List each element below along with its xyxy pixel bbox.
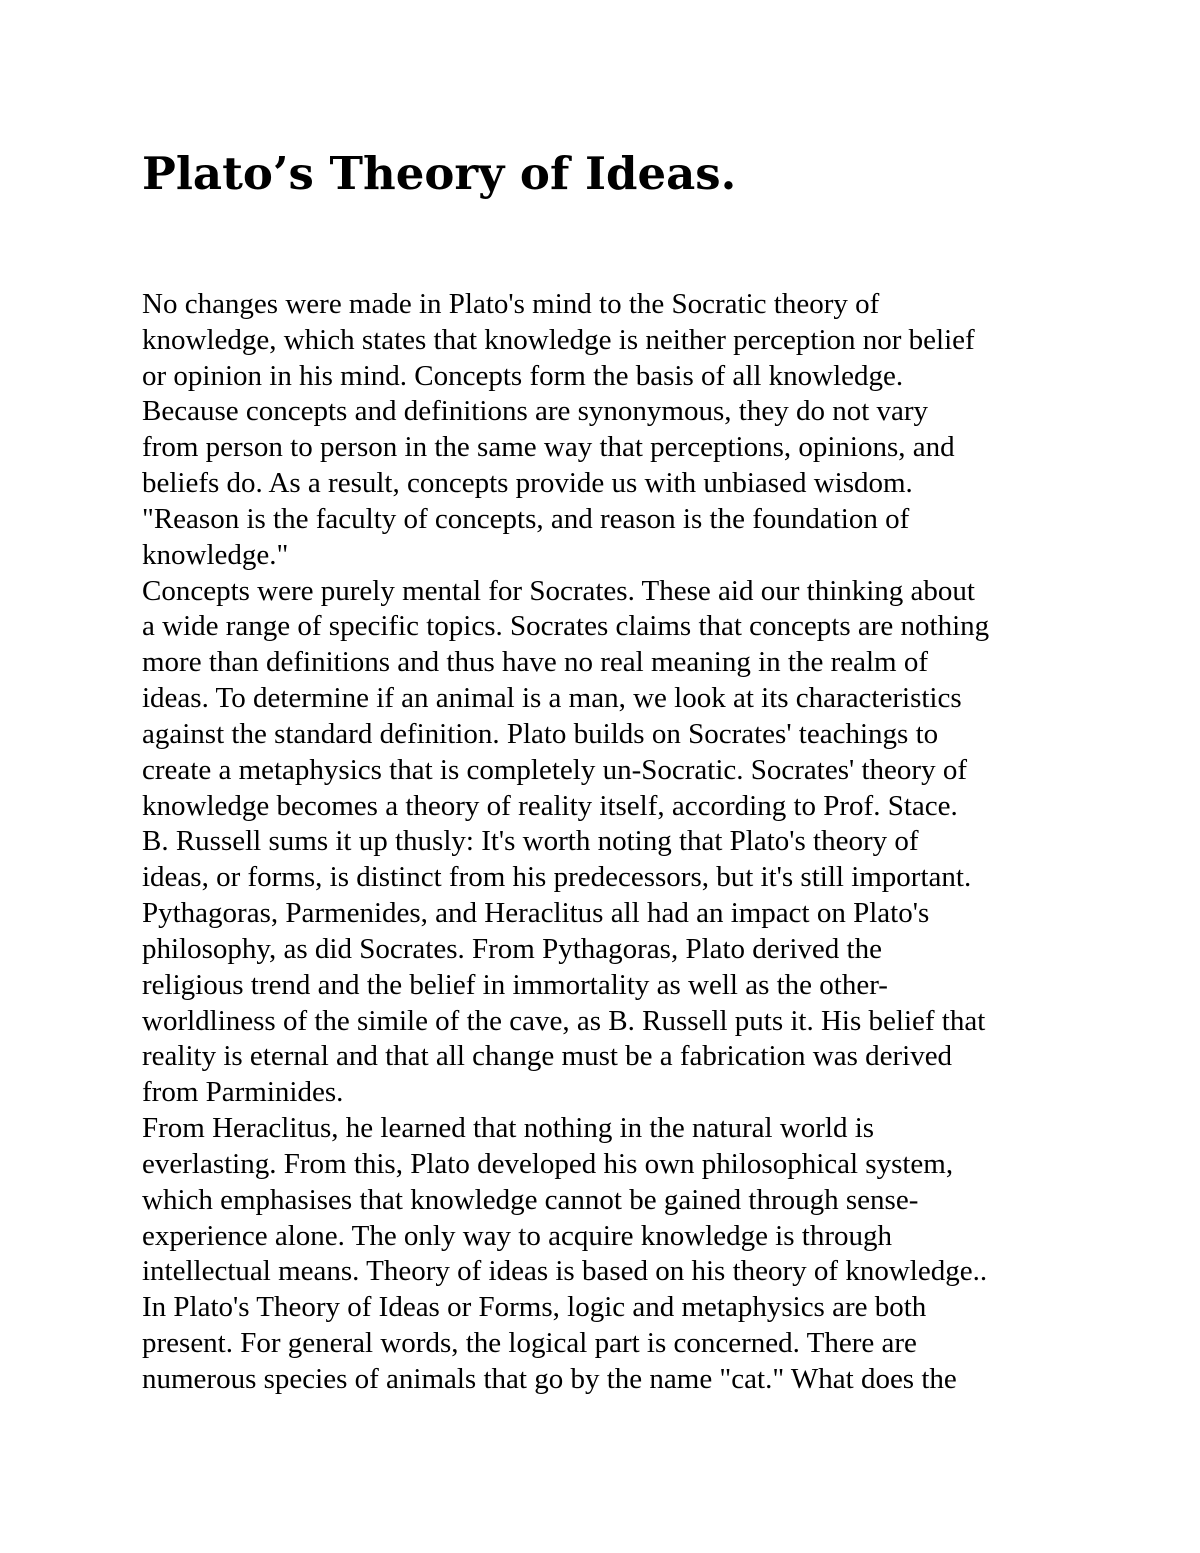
text-line: intellectual means. Theory of ideas is based on his theory of knowledge.. — [142, 1255, 988, 1288]
text-line: everlasting. From this, Plato developed his own philosophical system, — [142, 1147, 954, 1180]
text-line: No changes were made in Plato's mind to the Socratic theory of — [142, 288, 880, 320]
text-line: Pythagoras, Parmenides, and Heraclitus all had an impact on Plato's — [142, 897, 930, 930]
text-line: B. Russell sums it up thusly: It's worth noting that Plato's theory of — [142, 825, 919, 858]
text-line: reality is eternal and that all change must be a fabrication was derived — [142, 1040, 953, 1073]
text-line: religious trend and the belief in immortality as well as the other- — [142, 968, 888, 1001]
text-line: from person to person in the same way that perceptions, opinions, and — [142, 431, 955, 464]
text-line: more than definitions and thus have no real meaning in the realm of — [142, 646, 928, 679]
text-line: beliefs do. As a result, concepts provide us with unbiased wisdom. — [142, 467, 913, 500]
document-body — [142, 287, 1102, 1398]
text-line: knowledge." — [142, 538, 289, 571]
text-line: ideas, or forms, is distinct from his predecessors, but it's still important. — [142, 861, 972, 894]
text-line: create a metaphysics that is completely un-Socratic. Socrates' theory of — [142, 753, 967, 786]
text-line: knowledge becomes a theory of reality itself, according to Prof. Stace. — [142, 789, 958, 822]
document-title: Plato’s Theory of Ideas. — [142, 147, 737, 200]
text-line: philosophy, as did Socrates. From Pythagoras, Plato derived the — [142, 932, 882, 965]
text-line: which emphasises that knowledge cannot be gained through sense- — [142, 1183, 919, 1216]
text-line: present. For general words, the logical part is concerned. There are — [142, 1327, 917, 1360]
text-line: or opinion in his mind. Concepts form the basis of all knowledge. — [142, 359, 904, 392]
text-line: From Heraclitus, he learned that nothing in the natural world is — [142, 1112, 875, 1145]
text-line: "Reason is the faculty of concepts, and reason is the foundation of — [142, 502, 910, 535]
text-line: experience alone. The only way to acquire knowledge is through — [142, 1219, 892, 1252]
text-line: ideas. To determine if an animal is a man, we look at its characteristics — [142, 682, 962, 715]
text-line: numerous species of animals that go by the name "cat." What does the — [142, 1362, 957, 1395]
text-line: Concepts were purely mental for Socrates. These aid our thinking about — [142, 574, 975, 607]
text-line: knowledge, which states that knowledge is neither perception nor belief — [142, 323, 975, 356]
text-line: from Parminides. — [142, 1076, 344, 1109]
text-line: Because concepts and definitions are synonymous, they do not vary — [142, 395, 929, 428]
text-line: worldliness of the simile of the cave, as B. Russell puts it. His belief that — [142, 1004, 986, 1037]
text-line: a wide range of specific topics. Socrates claims that concepts are nothing — [142, 610, 990, 643]
text-line: In Plato's Theory of Ideas or Forms, logic and metaphysics are both — [142, 1291, 927, 1324]
text-line: against the standard definition. Plato builds on Socrates' teachings to — [142, 717, 939, 750]
